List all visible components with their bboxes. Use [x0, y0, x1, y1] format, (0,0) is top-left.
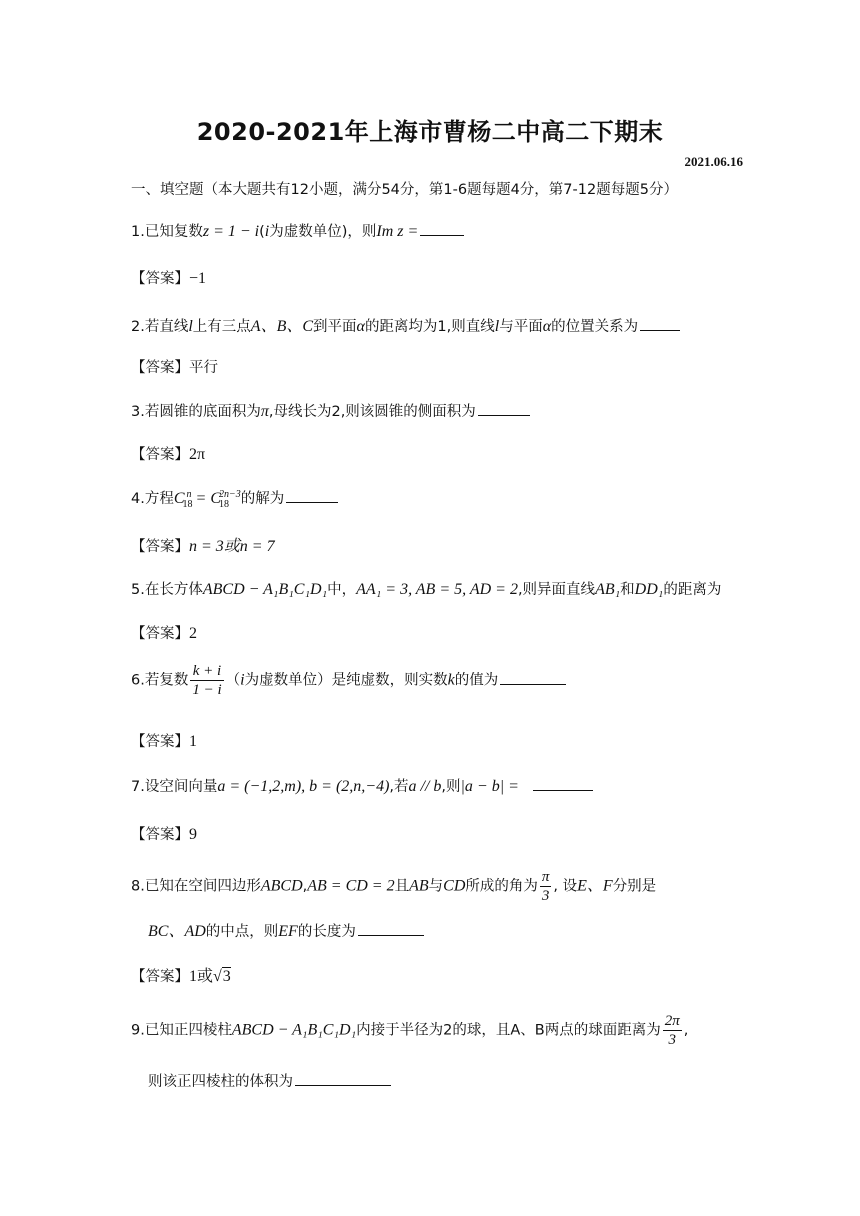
answer-8: 【答案】1或√3 — [131, 968, 231, 985]
answer-blank — [358, 921, 424, 936]
exam-date: 2021.06.16 — [684, 154, 743, 169]
question-3: 3.若圆锥的底面积为π,母线长为2,则该圆锥的侧面积为 — [131, 400, 530, 421]
answer-5: 【答案】2 — [131, 625, 197, 642]
question-9-line-1: 9.已知正四棱柱ABCD − A₁B₁C₁D₁内接于半径为2的球，且A、B两点的球面距离为 $\frac{2\pi}{3}$ , — [131, 1013, 689, 1048]
answer-blank — [286, 488, 338, 503]
fraction: $\frac{k + i}{1 - i}$ — [192, 663, 222, 698]
answer-blank — [500, 670, 566, 685]
answer-blank — [478, 401, 530, 416]
question-8-line-2: BC、AD的中点，则EF的长度为 — [148, 918, 424, 941]
question-8-line-1: 8.已知在空间四边形ABCD,AB = CD = 2且AB与CD所成的角为 $\frac{\pi}{3}$ , 设E、F分别是 — [131, 869, 657, 904]
question-7: 7.设空间向量a = (−1,2,m), b = (2,n,−4),若a // b,则|a − b| = — [131, 775, 593, 796]
answer-blank — [420, 221, 464, 236]
answer-7: 【答案】9 — [131, 826, 197, 843]
question-2: 2.若直线l上有三点A、B、C到平面α的距离均为1,则直线l与平面α的位置关系为 — [131, 313, 680, 336]
question-4: 4.方程$C_{18}^n = C_{18}^{2n-3}$的解为 — [131, 487, 338, 510]
fraction: $\frac{2\pi}{3}$ — [664, 1013, 680, 1048]
page-title: 2020-2021年上海市曹杨二中高二下期末 — [196, 118, 664, 146]
answer-6: 【答案】1 — [131, 733, 197, 750]
answer-blank — [533, 776, 593, 791]
fraction: $\frac{\pi}{3}$ — [541, 869, 550, 904]
answer-1: 【答案】−1 — [131, 270, 207, 287]
question-1: 1.已知复数z = 1 − i(i为虚数单位)，则Im z = — [131, 220, 464, 241]
answer-blank — [640, 316, 680, 331]
question-5: 5.在长方体ABCD − A₁B₁C₁D₁中，AA₁ = 3, AB = 5, AD = 2,则异面直线AB₁和DD₁的距离为 — [131, 581, 722, 598]
answer-2: 【答案】平行 — [131, 360, 218, 376]
question-9-line-2: 则该正四棱柱的体积为 — [148, 1070, 391, 1091]
answer-blank — [295, 1071, 391, 1086]
section-heading: 一、填空题（本大题共有12小题，满分54分，第1-6题每题4分，第7-12题每题5分） — [131, 182, 678, 198]
answer-4: 【答案】n = 3或n = 7 — [131, 538, 275, 555]
answer-3: 【答案】2π — [131, 446, 206, 463]
question-6: 6.若复数 $\frac{k + i}{1 - i}$ （i为虚数单位）是纯虚数，则实数k的值为 — [131, 662, 566, 699]
